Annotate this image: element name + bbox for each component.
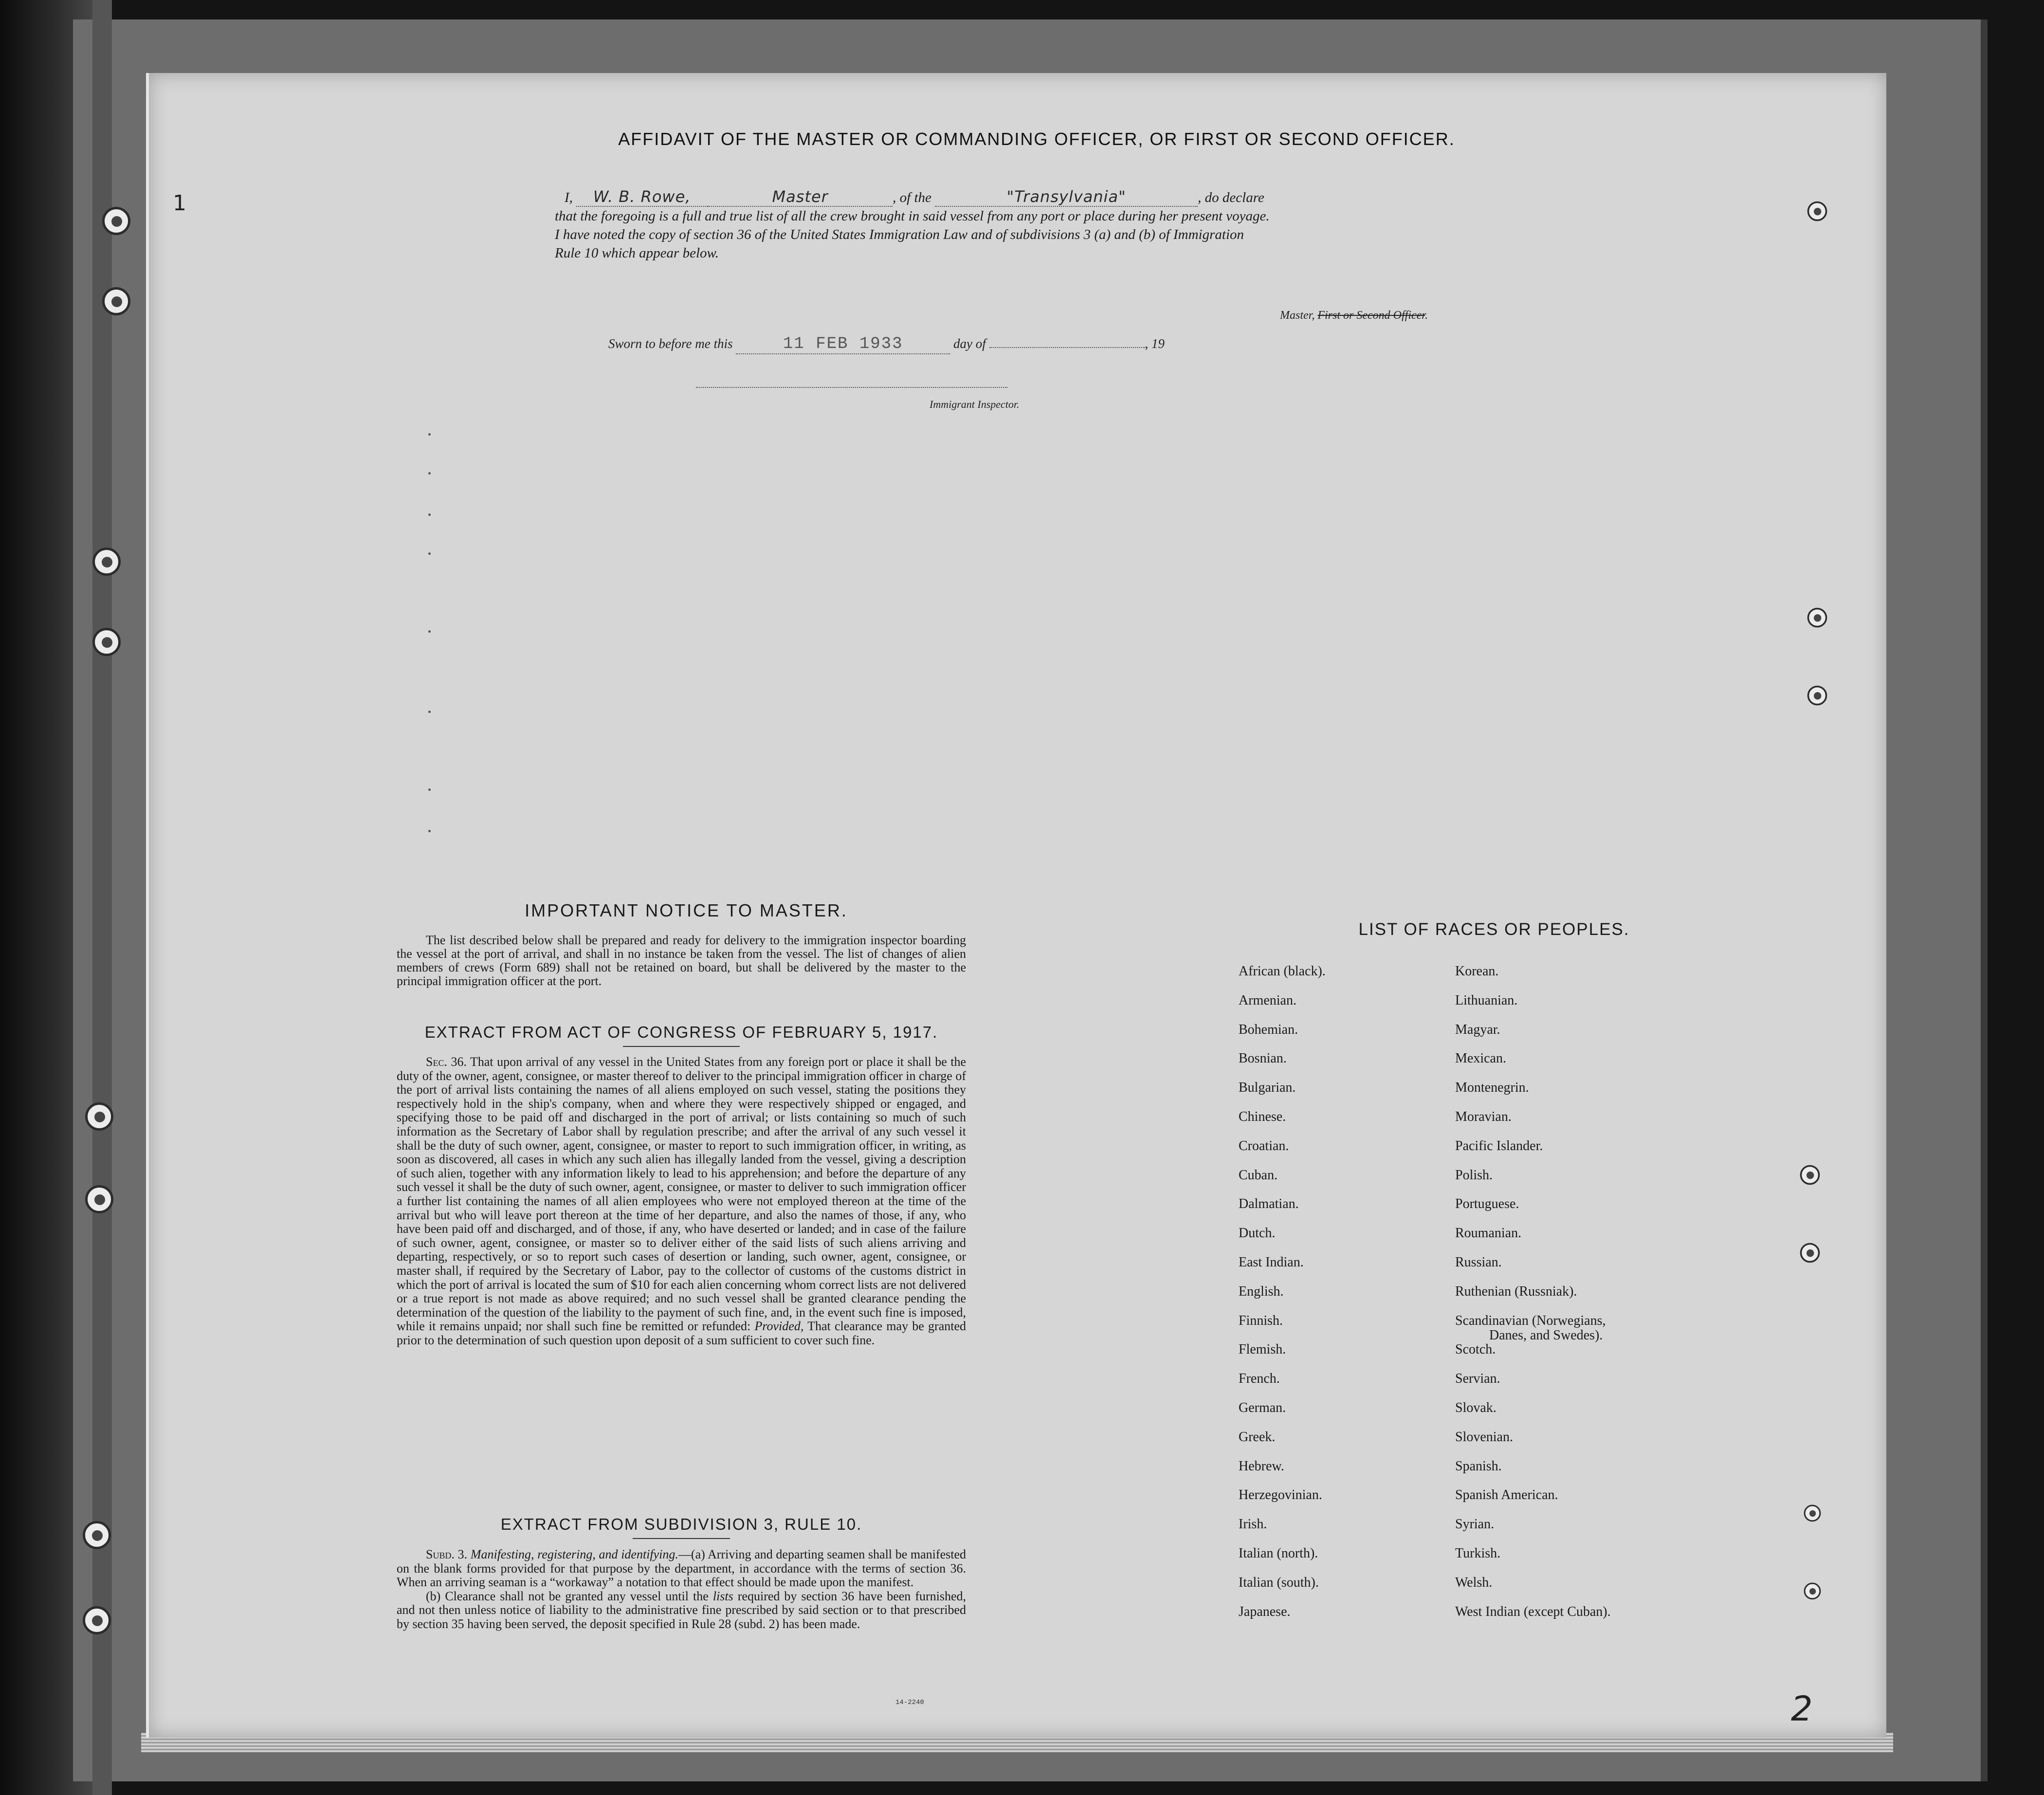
race-entry: Polish. [1455, 1167, 1493, 1183]
race-entry: Hebrew. [1239, 1458, 1284, 1474]
para-b-end: required by section 36 have been furnished, and not then unless notice of liability to the administrative fine prescribed by said section or to that prescribed by section 35 having been served, the deposit specified in Rule 28 (subd. 2) has been made. [397, 1589, 967, 1631]
affidavit-line: Rule 10 which appear below. [555, 245, 719, 261]
rule-extract-title: EXTRACT FROM SUBDIVISION 3, RULE 10. [500, 1515, 862, 1533]
sec-body-end: That clearance may be granted prior to the determination of such question upon deposit of a sum sufficient to cover such fine. [397, 1319, 967, 1347]
inspector-label: Immigrant Inspector. [930, 398, 1020, 410]
race-entry: Welsh. [1455, 1575, 1493, 1590]
affidavit-line: that the foregoing is a full and true list of all the crew brought in said vessel from any port or place during her present voyage. [555, 208, 1270, 224]
day-of-label: day of [953, 336, 986, 351]
binder-hole-icon [1800, 1243, 1820, 1263]
race-entry: Spanish American. [1455, 1487, 1558, 1503]
binder-hole-icon [83, 1521, 111, 1549]
notice-text: The list described below shall be prepared and ready for delivery to the immigration inspector boarding the vessel at the port of arrival, and shall in no instance be taken from the vessel. The list of changes of alien members of crews (Form 689) shall not be retained on board, but shall be delivered by the master to the principal immigration officer at the port. [397, 933, 966, 988]
race-entry: Mexican. [1455, 1051, 1506, 1066]
race-entry: Servian. [1455, 1371, 1500, 1387]
binder-hole-icon [92, 628, 121, 656]
margin-handwritten-mark: 1 [173, 191, 186, 216]
date-stamp: 11 FEB 1933 [736, 335, 950, 354]
race-entry: Syrian. [1455, 1517, 1495, 1532]
inspector-signature-line [696, 387, 1007, 388]
race-entry: Turkish. [1455, 1546, 1501, 1561]
para-b-lists: lists [712, 1589, 733, 1603]
race-entry: Lithuanian. [1455, 992, 1518, 1008]
margin-handwritten-mark: 2 [1791, 1689, 1813, 1729]
affidavit-i-label: I, [565, 190, 573, 205]
race-entry: Montenegrin. [1455, 1080, 1529, 1096]
race-entry: Dutch. [1239, 1226, 1276, 1241]
form-number: 14-2240 [895, 1699, 924, 1706]
section-36-text [397, 1055, 966, 1347]
of-the-label: , of the [893, 190, 931, 205]
races-title: LIST OF RACES OR PEOPLES. [1358, 920, 1630, 939]
race-entry: Greek. [1239, 1429, 1276, 1445]
divider [633, 1538, 730, 1539]
para-a: —(a) Arriving and departing seamen shall be manifested on the blank forms provided for that purpose by the department, in accordance with the terms of section 36. When an arriving seaman is a “workaway” a notation to that effect should be made upon the manifest. [397, 1547, 966, 1590]
race-entry: Croatian. [1239, 1138, 1289, 1154]
binder-hole-icon [1804, 1583, 1821, 1600]
binder-hole-icon [1804, 1505, 1821, 1522]
sec-label: Sec. 36. [426, 1055, 467, 1069]
signature-struck-label: First or Second Officer [1317, 309, 1425, 322]
document-page [146, 73, 1886, 1738]
binder-hole-icon [85, 1102, 113, 1131]
provided-label: Provided, [754, 1319, 804, 1334]
race-entry: Cuban. [1239, 1167, 1278, 1183]
affidavit-body [555, 187, 1528, 262]
subdivision-3-text [397, 1548, 966, 1631]
sworn-line [608, 335, 1165, 354]
race-entry: German. [1239, 1400, 1286, 1415]
race-entry: Korean. [1455, 964, 1499, 979]
notice-title: IMPORTANT NOTICE TO MASTER. [525, 900, 848, 920]
race-entry: Armenian. [1239, 992, 1296, 1008]
binder-hole-icon [92, 548, 121, 576]
race-entry: English. [1239, 1283, 1284, 1299]
binder-hole-icon [85, 1185, 113, 1213]
month-blank [989, 347, 1145, 348]
signature-master-label: Master, [1280, 309, 1315, 322]
subd-label: Subd. 3. [426, 1547, 468, 1561]
race-entry: Dalmatian. [1239, 1196, 1299, 1212]
sworn-label: Sworn to before me this [608, 336, 733, 351]
race-entry: East Indian. [1239, 1255, 1304, 1270]
binder-hole-icon [102, 287, 130, 315]
binder-hole-icon [1807, 686, 1827, 706]
race-entry: Bohemian. [1239, 1022, 1298, 1037]
master-signature-line [1280, 309, 1428, 322]
affidavit-title: AFFIDAVIT OF THE MASTER OR COMMANDING OFFICER, OR FIRST OR SECOND OFFICER. [618, 129, 1455, 149]
race-entry: Italian (north). [1239, 1546, 1318, 1561]
race-entry: Flemish. [1239, 1342, 1286, 1357]
subd-heading: Manifesting, registering, and identifying. [470, 1547, 678, 1561]
race-entry: African (black). [1239, 964, 1326, 979]
race-entry: Bosnian. [1239, 1051, 1287, 1066]
race-entry: Bulgarian. [1239, 1080, 1296, 1096]
race-entry: Slovenian. [1455, 1429, 1513, 1445]
vessel-name-handwritten: "Transylvania" [935, 187, 1198, 207]
do-declare-label: , do declare [1198, 190, 1264, 205]
binder-hole-icon [102, 207, 130, 235]
race-entry: French. [1239, 1371, 1280, 1387]
rank-handwritten: Master [708, 187, 893, 207]
race-entry: Moravian. [1455, 1109, 1512, 1124]
race-entry: Roumanian. [1455, 1226, 1522, 1241]
race-entry: Italian (south). [1239, 1575, 1319, 1590]
race-entry: Slovak. [1455, 1400, 1496, 1415]
signature-end: . [1424, 309, 1428, 322]
race-entry: Finnish. [1239, 1313, 1283, 1328]
master-name-handwritten: W. B. Rowe, [576, 187, 708, 207]
race-entry: Herzegovinian. [1239, 1487, 1322, 1503]
race-entry: Spanish. [1455, 1458, 1502, 1474]
act-extract-title: EXTRACT FROM ACT OF CONGRESS OF FEBRUARY 5, 1917. [424, 1023, 938, 1041]
binder-hole-icon [1807, 201, 1827, 221]
sec-body: That upon arrival of any vessel in the United States from any foreign port or place it shall be the duty of the owner, agent, consignee, or master thereof to deliver to the principal immigration officer in charge of the port of arrival lists containing the names of all aliens employed on such vessel, stating the positions they respectively hold in the ship's company, when and where they were respectively shipped or engaged, and specifying those to be paid off and discharged in the port of arrival; or lists containing so much of such information as the Secretary of Labor shall by regulation prescribe; and after the arrival of any such vessel it shall be the duty of such owner, agent, consignee, or master to report to such immigration officer, in writing, as soon as discovered, all cases in which any such alien has illegally landed from the vessel, giving a description of such alien, together with any information likely to lead to his apprehension; and before the departure of any such vessel it shall be the duty of such owner, agent, consignee, or master to deliver to such immigration officer a further list containing the names of all alien employees who were not employed thereon at the time of the arrival but who will leave port thereon at the time of her departure, and also the names of those, if any, who have been paid off and discharged, and of those, if any, who have deserted or landed; and in case of the failure of such owner, agent, consignee, or master so to deliver either of the said lists of such aliens arriving and departing, respectively, or so to report such cases of desertion or landing, such owner, agent, consignee, or master shall, if required by the Secretary of Labor, pay to the collector of customs of the customs district in which the port of arrival is located the sum of $10 for each alien concerning whom correct lists are not delivered or a true report is not made as above required; and no such vessel shall be granted clearance pending the determination of the question of the liability to the payment of such fine, and, in the event such fine is imposed, while it remains unpaid; nor shall such fine be remitted or refunded: [397, 1055, 966, 1334]
race-entry: Irish. [1239, 1517, 1267, 1532]
binder-hole-icon [83, 1606, 111, 1634]
year-prefix: , 19 [1145, 336, 1165, 351]
race-entry: West Indian (except Cuban). [1455, 1604, 1611, 1619]
race-entry: Pacific Islander. [1455, 1138, 1543, 1154]
binder-hole-icon [1807, 608, 1827, 628]
binder-hole-icon [1800, 1165, 1820, 1185]
race-entry-continuation: Danes, and Swedes). [1489, 1327, 1603, 1343]
para-b-start: (b) Clearance shall not be granted any vessel until the [426, 1589, 709, 1603]
race-entry: Scandinavian (Norwegians, [1455, 1313, 1606, 1328]
race-entry: Magyar. [1455, 1022, 1500, 1037]
divider [623, 1046, 740, 1047]
race-entry: Chinese. [1239, 1109, 1286, 1124]
affidavit-line: I have noted the copy of section 36 of the United States Immigration Law and of subdivisions 3 (a) and (b) of Immigration [555, 227, 1244, 242]
race-entry: Russian. [1455, 1255, 1502, 1270]
race-entry: Ruthenian (Russniak). [1455, 1283, 1577, 1299]
race-entry: Japanese. [1239, 1604, 1291, 1619]
race-entry: Portuguese. [1455, 1196, 1519, 1212]
race-entry: Scotch. [1455, 1342, 1496, 1357]
